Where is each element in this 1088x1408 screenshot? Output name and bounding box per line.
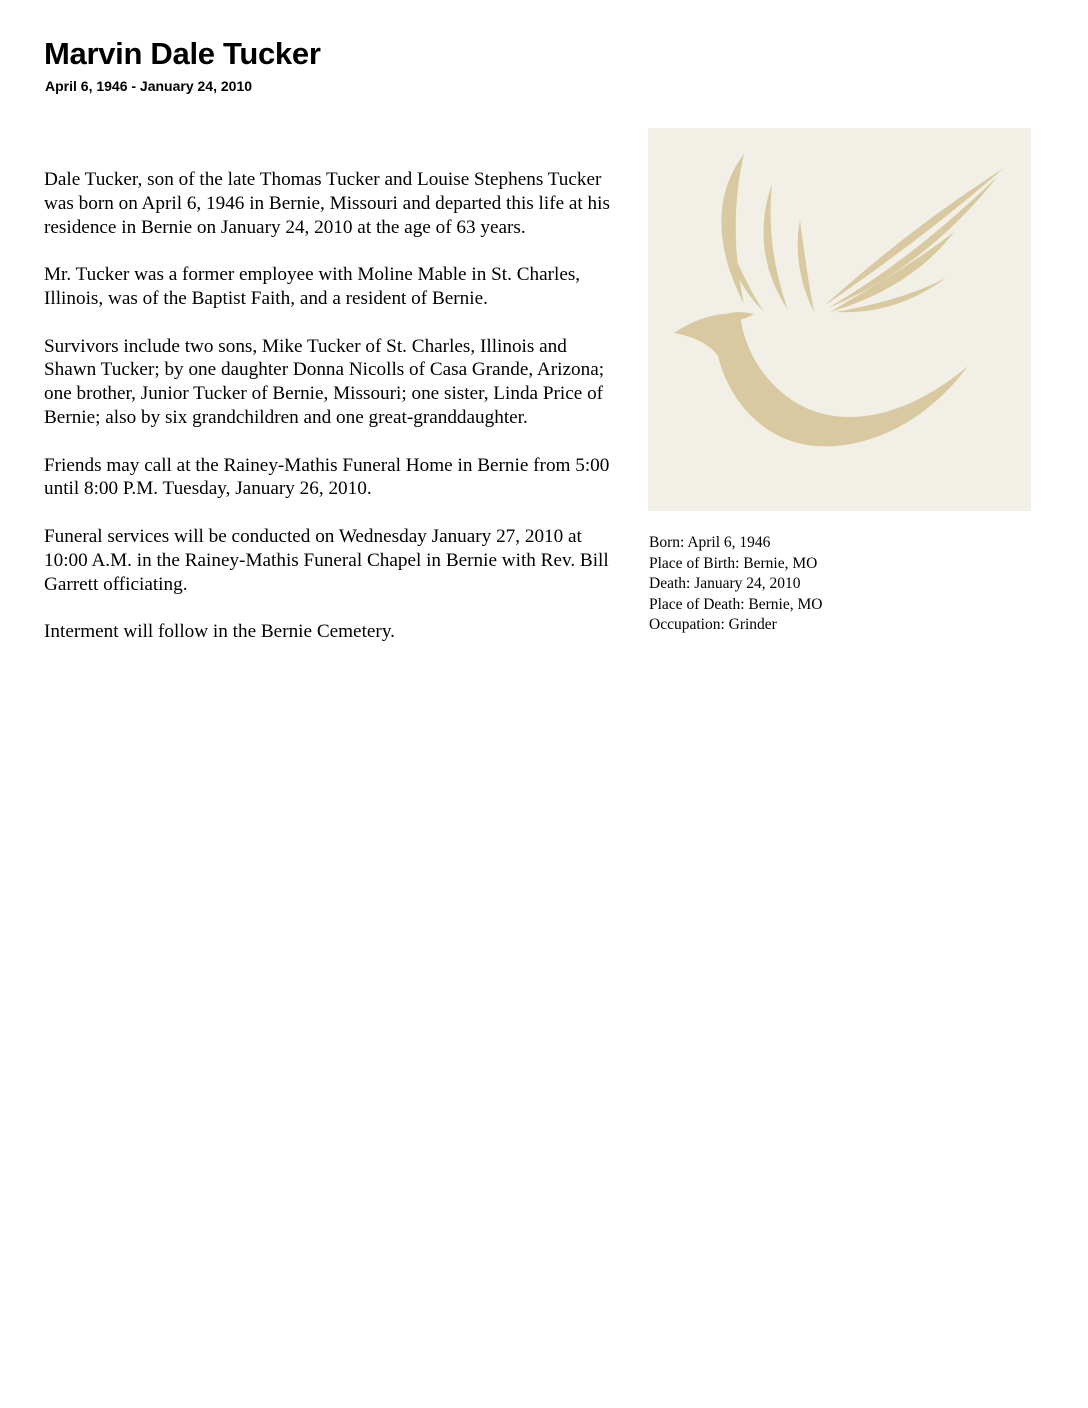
obituary-text (44, 168, 619, 668)
place-of-death-fact: Place of Death: Bernie, MO (649, 595, 823, 613)
vital-facts (649, 533, 1032, 636)
obituary-paragraph: Dale Tucker, son of the late Thomas Tucker and Louise Stephens Tucker was born on April 6, 1946 in Bernie, Missouri and departed this life at his residence in Bernie on January 24, 2010 at the age of 63 years. (44, 169, 610, 238)
obituary-paragraph: Interment will follow in the Bernie Cemetery. (44, 621, 395, 643)
occupation-fact: Occupation: Grinder (649, 616, 777, 633)
obituary-paragraph: Friends may call at the Rainey-Mathis Funeral Home in Bernie from 5:00 until 8:00 P.M. Tuesday, January 26, 2010. (44, 454, 610, 500)
obituary-paragraph: Mr. Tucker was a former employee with Moline Mable in St. Charles, Illinois, was of the Baptist Faith, and a resident of Bernie. (44, 264, 581, 309)
deceased-name: Marvin Dale Tucker (44, 36, 321, 71)
obituary-paragraph: Funeral services will be conducted on Wednesday January 27, 2010 at 10:00 A.M. in the Rainey-Mathis Funeral Chapel in Bernie with Rev. Bill Garrett officiating. (44, 525, 609, 595)
dove-icon (648, 128, 1031, 511)
place-of-birth-fact: Place of Birth: Bernie, MO (649, 554, 818, 572)
death-fact: Death: January 24, 2010 (649, 575, 801, 592)
life-dates: April 6, 1946 - January 24, 2010 (45, 78, 253, 94)
born-fact: Born: April 6, 1946 (649, 534, 771, 551)
obituary-paragraph: Survivors include two sons, Mike Tucker of St. Charles, Illinois and Shawn Tucker; by one daughter Donna Nicolls of Casa Grande, Arizona; one brother, Junior Tucker of Bernie, Missouri; one sister, Linda Price of Bernie; also by six grandchildren and one great-granddaughter. (44, 335, 605, 428)
memorial-image (648, 128, 1031, 511)
